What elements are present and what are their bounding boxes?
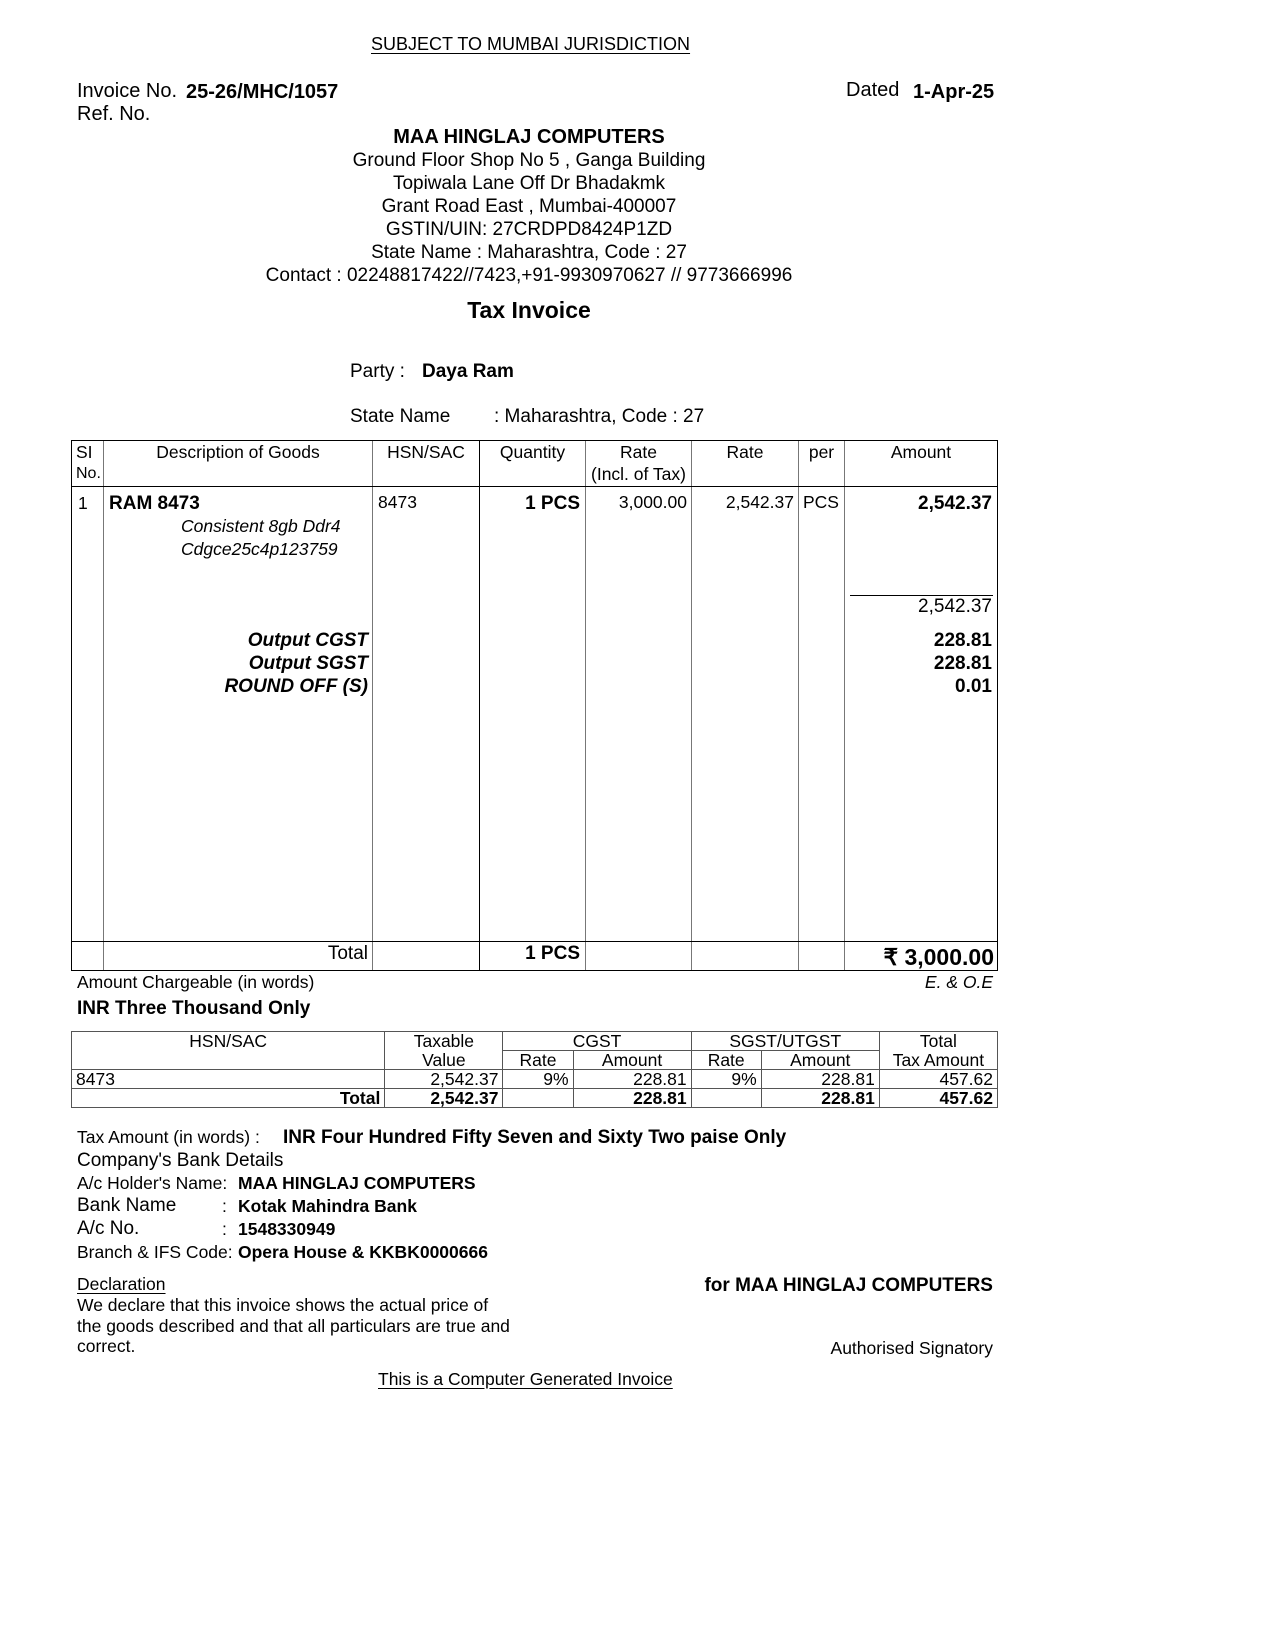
tax-row-total: 457.62 xyxy=(879,1070,997,1089)
company-gstin: GSTIN/UIN: 27CRDPD8424P1ZD xyxy=(385,219,673,240)
item-hsn: 8473 xyxy=(378,492,417,512)
tax-row xyxy=(72,1070,998,1089)
tax-header-cgst-amount: Amount xyxy=(573,1051,691,1070)
bank-holder: MAA HINGLAJ COMPUTERS xyxy=(238,1173,476,1193)
bank-branch: Opera House & KKBK0000666 xyxy=(238,1242,488,1262)
col-header-hsn: HSN/SAC xyxy=(387,442,465,462)
bank-name-colon: : xyxy=(222,1196,227,1216)
tax-total-cgst-rate xyxy=(503,1089,573,1108)
tax-total-row xyxy=(72,1089,998,1108)
tax-header-total-2: Tax Amount xyxy=(879,1051,997,1070)
bank-acno-label: A/c No. xyxy=(77,1218,140,1239)
tax-header-sgst: SGST/UTGST xyxy=(691,1032,879,1051)
col-header-sl xyxy=(76,441,101,485)
footer-note: This is a Computer Generated Invoice xyxy=(378,1369,673,1389)
tax-header-taxable-2: Value xyxy=(385,1051,503,1070)
item-rate: 2,542.37 xyxy=(725,492,794,512)
amount-words-value: INR Three Thousand Only xyxy=(77,998,311,1019)
party-state-value: : Maharashtra, Code : 27 xyxy=(494,406,705,427)
dated-value: 1-Apr-25 xyxy=(913,81,995,103)
tax-header-cgst-rate: Rate xyxy=(503,1051,573,1070)
item-desc-line1: Consistent 8gb Ddr4 xyxy=(181,516,341,536)
col-header-rate: Rate xyxy=(726,442,764,462)
ref-no-label: Ref. No. xyxy=(77,103,151,125)
tax-summary-table xyxy=(71,1031,998,1108)
item-name: RAM 8473 xyxy=(109,493,200,514)
tax-total-sgst-rate xyxy=(691,1089,761,1108)
jurisdiction-note: SUBJECT TO MUMBAI JURISDICTION xyxy=(371,34,691,54)
authorised-signatory: Authorised Signatory xyxy=(830,1338,993,1358)
ledger-cgst-amount: 228.81 xyxy=(933,630,992,651)
tax-total-taxable: 2,542.37 xyxy=(385,1089,503,1108)
col-header-description: Description of Goods xyxy=(156,442,320,462)
tax-words-value: INR Four Hundred Fifty Seven and Sixty Two paise Only xyxy=(283,1127,787,1148)
company-block xyxy=(200,126,858,287)
tax-header-taxable: Taxable xyxy=(385,1032,503,1051)
tax-row-taxable: 2,542.37 xyxy=(385,1070,503,1089)
amount-words-label: Amount Chargeable (in words) xyxy=(77,972,315,992)
company-name: MAA HINGLAJ COMPUTERS xyxy=(393,126,665,148)
col-header-rate-incl-line1: Rate xyxy=(620,442,657,462)
bank-name-label: Bank Name xyxy=(77,1195,177,1216)
bank-name: Kotak Mahindra Bank xyxy=(238,1196,417,1216)
tax-row-cgst-amount: 228.81 xyxy=(573,1070,691,1089)
tax-header-sgst-amount: Amount xyxy=(761,1051,879,1070)
declaration-line: correct. xyxy=(77,1336,136,1356)
item-rate-incl: 3,000.00 xyxy=(618,492,687,512)
item-amount: 2,542.37 xyxy=(918,493,992,514)
tax-row-sgst-rate: 9% xyxy=(691,1070,761,1089)
tax-total-label: Total xyxy=(72,1089,385,1108)
tax-total-sgst-amount: 228.81 xyxy=(761,1089,879,1108)
company-address-line: Grant Road East , Mumbai-400007 xyxy=(381,196,677,217)
eoe-note: E. & O.E xyxy=(924,972,993,992)
declaration-heading: Declaration xyxy=(77,1274,166,1294)
col-header-per: per xyxy=(808,442,835,462)
tax-row-hsn: 8473 xyxy=(72,1070,385,1089)
party-state-label: State Name xyxy=(350,406,451,427)
goods-table xyxy=(71,440,998,971)
page-title: Tax Invoice xyxy=(467,297,591,323)
tax-header-hsn: HSN/SAC xyxy=(72,1032,385,1051)
col-header-rate-incl-line2: (Incl. of Tax) xyxy=(591,464,686,484)
declaration-line: We declare that this invoice shows the actual price of xyxy=(77,1295,489,1315)
item-desc-line2: Cdgce25c4p123759 xyxy=(181,539,338,559)
company-address-line: Ground Floor Shop No 5 , Ganga Building xyxy=(352,150,706,171)
ledger-roundoff-amount: 0.01 xyxy=(955,676,992,697)
ledger-roundoff-label: ROUND OFF (S) xyxy=(224,676,368,697)
declaration-text xyxy=(77,1295,510,1357)
tax-row-cgst-rate: 9% xyxy=(503,1070,573,1089)
tax-words-label: Tax Amount (in words) : xyxy=(77,1127,260,1147)
bank-heading: Company's Bank Details xyxy=(77,1150,284,1171)
tax-header-total: Total xyxy=(879,1032,997,1051)
company-address-line: Topiwala Lane Off Dr Bhadakmk xyxy=(392,173,666,194)
col-header-sl-line2: No. xyxy=(76,465,101,482)
total-quantity: 1 PCS xyxy=(525,943,580,964)
invoice-no: 25-26/MHC/1057 xyxy=(186,81,339,103)
tax-row-sgst-amount: 228.81 xyxy=(761,1070,879,1089)
tax-total-cgst-amount: 228.81 xyxy=(573,1089,691,1108)
total-label: Total xyxy=(327,943,368,964)
ledger-cgst-label: Output CGST xyxy=(247,630,368,651)
party-name: Daya Ram xyxy=(422,361,514,382)
col-header-amount: Amount xyxy=(890,442,952,462)
bank-branch-label: Branch & IFS Code: xyxy=(77,1242,233,1262)
row-sl: 1 xyxy=(78,493,88,513)
bank-acno: 1548330949 xyxy=(238,1219,336,1239)
col-header-quantity: Quantity xyxy=(499,442,566,462)
bank-acno-colon: : xyxy=(222,1219,227,1239)
total-amount: ₹ 3,000.00 xyxy=(883,944,994,970)
company-state: State Name : Maharashtra, Code : 27 xyxy=(371,242,687,263)
party-label: Party : xyxy=(350,361,405,382)
declaration-line: the goods described and that all particulars are true and xyxy=(77,1315,510,1336)
ledger-sgst-amount: 228.81 xyxy=(933,653,992,674)
item-quantity: 1 PCS xyxy=(525,493,580,514)
item-per: PCS xyxy=(803,492,839,512)
tax-total-amount: 457.62 xyxy=(879,1089,997,1108)
subtotal-amount: 2,542.37 xyxy=(918,596,992,617)
company-contact: Contact : 02248817422//7423,+91-9930970627 // 9773666996 xyxy=(265,265,793,286)
dated-label: Dated xyxy=(846,79,900,101)
invoice-no-label: Invoice No. xyxy=(77,80,178,102)
signature-company: for MAA HINGLAJ COMPUTERS xyxy=(704,1275,993,1296)
tax-header-cgst: CGST xyxy=(503,1032,691,1051)
bank-holder-label: A/c Holder's Name: xyxy=(77,1173,228,1193)
tax-header-hsn-blank xyxy=(72,1051,385,1070)
col-header-sl-line1: SI xyxy=(76,442,93,462)
tax-header-sgst-rate: Rate xyxy=(691,1051,761,1070)
col-header-rate-incl xyxy=(586,441,691,485)
ledger-sgst-label: Output SGST xyxy=(248,653,368,674)
